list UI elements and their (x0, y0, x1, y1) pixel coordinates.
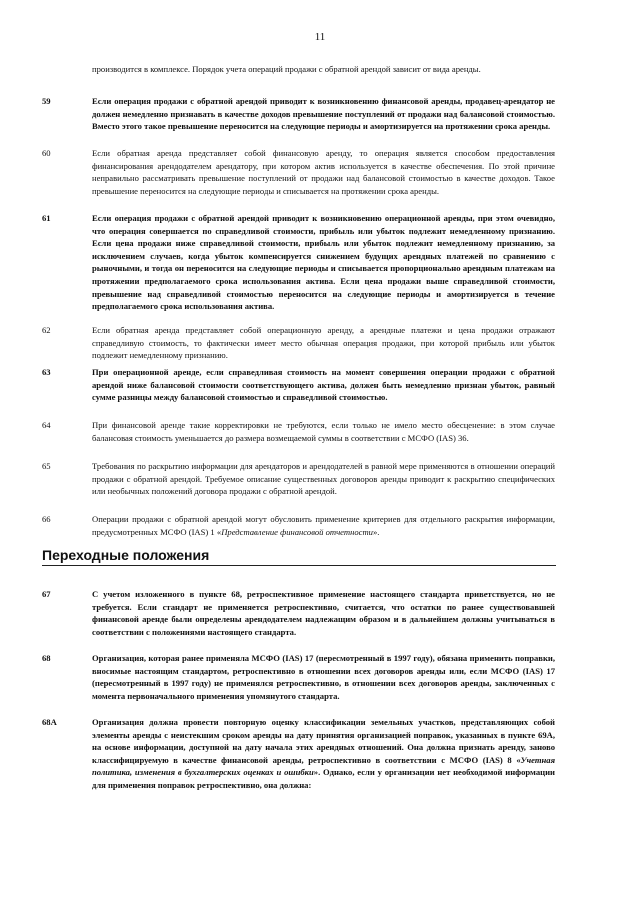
paragraph-number: 68A (42, 717, 57, 727)
paragraph-61 (42, 212, 555, 313)
paragraph-67 (42, 588, 555, 638)
paragraph-text: При финансовой аренде такие корректировки не требуются, если только не имело место обесценение: в этом случае балансовая стоимость уменьшается до размера возмещаемой суммы в соответствии с МСФО (IAS) 36. (92, 420, 555, 443)
paragraph-number: 62 (42, 325, 51, 335)
paragraph-text: Операции продажи с обратной арендой могут обусловить применение критериев для отдельного раскрытия информации, предусмотренных МСФО (IAS) 1 «Представление финансовой отчетности». (92, 514, 555, 537)
paragraph-68a (42, 716, 555, 792)
paragraph-number: 61 (42, 213, 51, 223)
paragraph-text: Если обратная аренда представляет собой операционную аренду, а арендные платежи и цена продажи отражают справедливую стоимость, то фактически имеет место обычная операция продажи, при которой прибыль или убыток подлежит немедленному признанию. (92, 325, 555, 361)
paragraph-60 (42, 147, 555, 197)
section-heading: Переходные положения (42, 547, 556, 566)
paragraph-number: 60 (42, 148, 51, 158)
italic-title: Учетная политика, изменения в бухгалтерских оценках и ошибки (92, 754, 555, 778)
paragraph-59 (42, 95, 555, 133)
paragraph-text: Если операция продажи с обратной арендой приводит к возникновению финансовой аренды, продавец-арендатор не должен немедленно признавать в качестве доходов превышение поступлений от продажи над балансовой стоимостью. Вместо этого такое превышение переносится на следующие периоды и амортизируется на протяжении срока аренды. (92, 96, 555, 132)
paragraph-number: 64 (42, 420, 51, 430)
paragraph-text: Требования по раскрытию информации для арендаторов и арендодателей в равной мере применяются в отношении операций продажи с обратной арендой. Требуемое описание существенных договоров аренды приводит к раскрытию специфических или необычных положений договора продажи с обратной арендой. (92, 461, 555, 497)
page-number: 11 (314, 31, 326, 43)
paragraph-65 (42, 460, 555, 498)
paragraph-number: 59 (42, 96, 51, 106)
paragraph-text: Организация, которая ранее применяла МСФО (IAS) 17 (пересмотренный в 1997 году), обязана применить поправки, вносимые настоящим стандартом, ретроспективно в отношении всех договоров аренды или, если МСФО (IAS) 17 (пересмотренный в 1997 году) не применялся ретроспективно, в отношении всех договоров аренды, заключенных с момента первоначального применения упомянутого стандарта. (92, 653, 555, 701)
paragraph-68 (42, 652, 555, 702)
paragraph-text: Если операция продажи с обратной арендой приводит к возникновению операционной аренды, при этом очевидно, что операция совершается по справедливой стоимости, прибыль или убыток подлежит немедленному признанию. Если цена продажи ниже справедливой стоимости, прибыль или убыток подлежит немедленному признанию, за исключением случаев, когда убыток компенсируется снижением будущих арендных платежей по сравнению с рыночными, и тогда он переносится на следующие периоды и списывается пропорционально арендным платежам на протяжении предполагаемого срока использования актива. Если цена продажи выше справедливой стоимости, превышение над справедливой стоимостью переносится на следующие периоды и амортизируется в течение предполагаемого срока использования актива. (92, 213, 555, 312)
paragraph-number: 63 (42, 367, 51, 377)
paragraph-66 (42, 513, 555, 538)
paragraph-text: При операционной аренде, если справедливая стоимость на момент совершения операции продажи с обратной арендой ниже балансовой стоимости соответствующего актива, должен быть немедленно признан убыток, равный сумме разницы между балансовой стоимостью и справедливой стоимостью. (92, 367, 555, 403)
paragraph-text: С учетом изложенного в пункте 68, ретроспективное применение настоящего стандарта приветствуется, но не требуется. Если стандарт не применяется ретроспективно, считается, что остатки по ранее существовавшей финансовой аренде были определены арендодателем надлежащим образом и в дальнейшем должны учитываться в соответствии с положениями настоящего стандарта. (92, 589, 555, 637)
paragraph-number: 65 (42, 461, 51, 471)
paragraph-number: 68 (42, 653, 51, 663)
paragraph-text: Организация должна провести повторную оценку классификации земельных участков, представляющих собой элементы аренды с неистекшим сроком аренды на дату принятия организацией поправок, указанных в пункте 69А, на основе информации, доступной на дату начала этих арендных отношений. Она должна признать аренду, заново классифицируемую в качестве финансовой аренды, ретроспективно в соответствии с МСФО (IAS) 8 «Учетная политика, изменения в бухгалтерских оценках и ошибки». Однако, если у организации нет необходимой информации для применения поправок ретроспективно, она должна: (92, 717, 555, 790)
paragraph-62 (42, 324, 555, 362)
italic-title: Представление финансовой отчетности (221, 526, 373, 537)
paragraph-64 (42, 419, 555, 444)
paragraph-text: Если обратная аренда представляет собой финансовую аренду, то операция является способом предоставления финансирования арендодателем арендатору, при котором актив используется в качестве обеспечения. По этой причине неправильно рассматривать превышение поступлений от продажи над балансовой стоимостью в качестве доходов. Такое превышение переносится на следующие периоды и списывается на протяжении срока аренды. (92, 148, 555, 196)
paragraph-number: 66 (42, 514, 51, 524)
intro-text: производится в комплексе. Порядок учета операций продажи с обратной арендой зависит от вида аренды. (92, 64, 481, 74)
paragraph-63 (42, 366, 555, 404)
paragraph-number: 67 (42, 589, 51, 599)
